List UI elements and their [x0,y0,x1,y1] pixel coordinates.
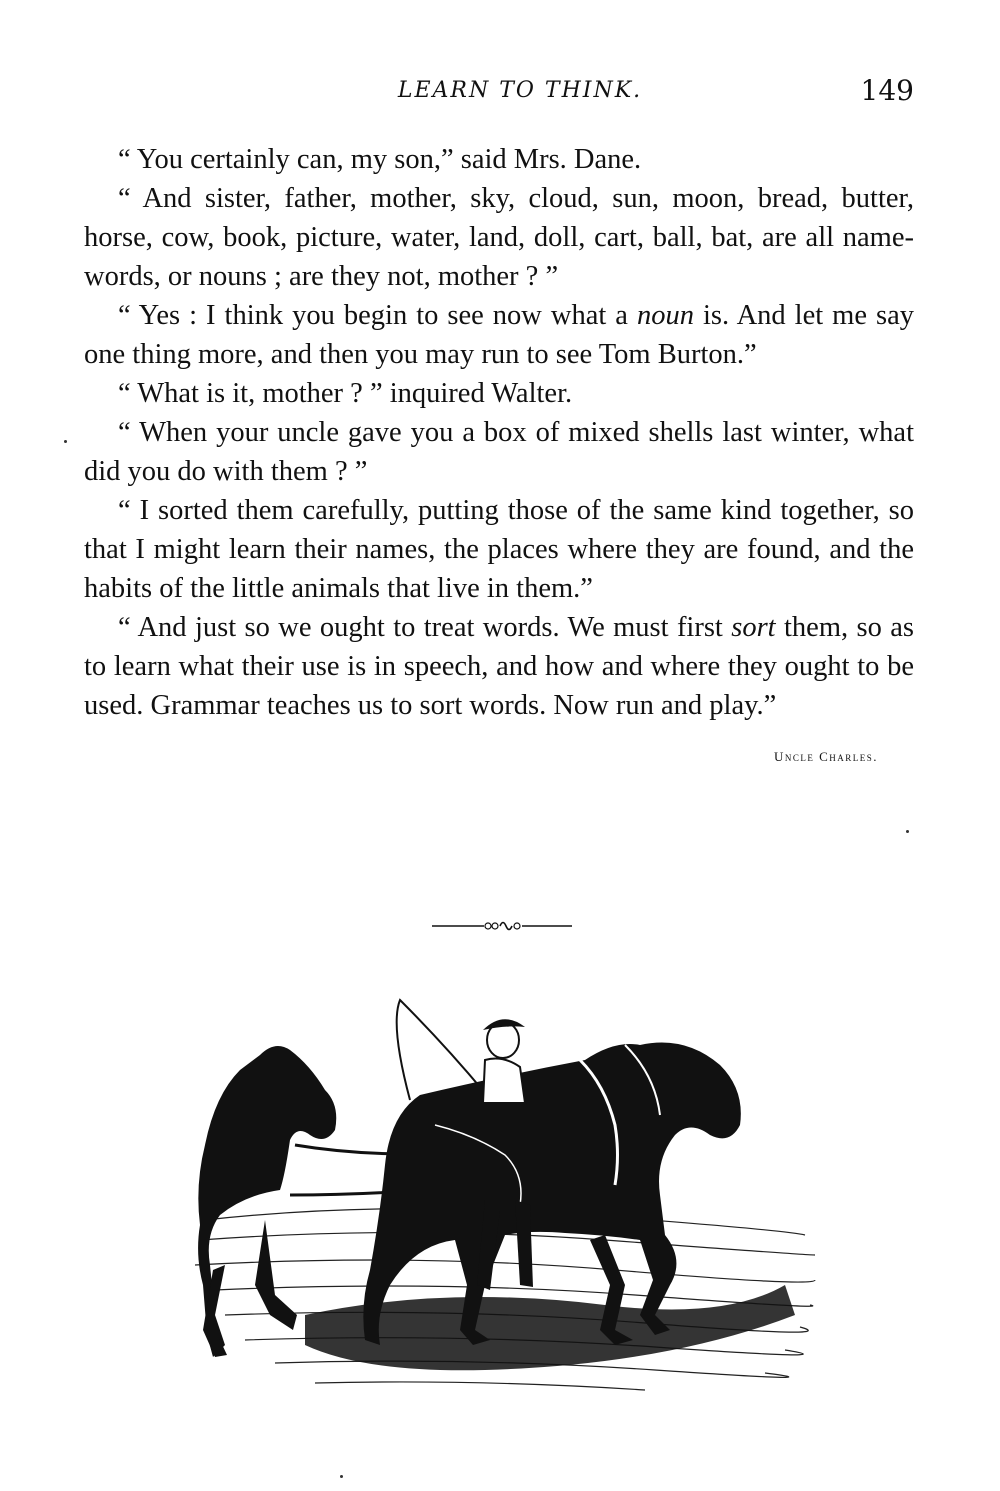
running-title: LEARN TO THINK. [397,78,643,103]
emphasis-noun: noun [636,300,694,331]
left-horse [198,1046,336,1357]
paragraph-3-text-b: is. And let me say one thing more, and then you may run to see Tom Burton.” [84,300,914,370]
paragraph-4: “ What is it, mother ? ” inquired Walter. [118,378,573,409]
ornament-divider [432,916,572,936]
paragraph-7 [84,608,914,764]
horse-engraving [185,985,825,1405]
body-text [84,140,914,776]
paragraph-6: “ I sorted them carefully, putting those of the same kind together, so that I might learn their names, the places where they are found, and the habits of the little animals that live in them.” [84,495,914,604]
paragraph-5: “ When your uncle gave you a box of mixed shells last winter, what did you do with them ? ” [84,417,914,487]
paragraph-1: “ You certainly can, my son,” said Mrs. Dane. [118,144,642,175]
page-number: 149 [860,74,914,107]
paragraph-2: “ And sister, father, mother, sky, cloud, sun, moon, bread, butter, horse, cow, book, picture, water, land, doll, cart, ball, bat, are all name-words, or nouns ; are they not, mother ? ” [84,183,914,292]
emphasis-sort: sort [731,612,776,643]
stray-mark [906,830,909,833]
paragraph-7-text-b: them, so as to learn what their use is in speech, and how and where they ought to be used. Grammar teaches us to sort words. Now run and play.” [84,612,914,721]
paragraph-7-text-a: “ And just so we ought to treat words. We must first [118,612,732,643]
stray-mark [340,1475,343,1478]
signature: Uncle Charles. [773,749,878,764]
paragraph-3-text-a: “ Yes : I think you begin to see now what a [118,300,637,331]
stray-mark [64,440,67,443]
paragraph-3 [84,296,914,374]
running-head [84,74,916,114]
